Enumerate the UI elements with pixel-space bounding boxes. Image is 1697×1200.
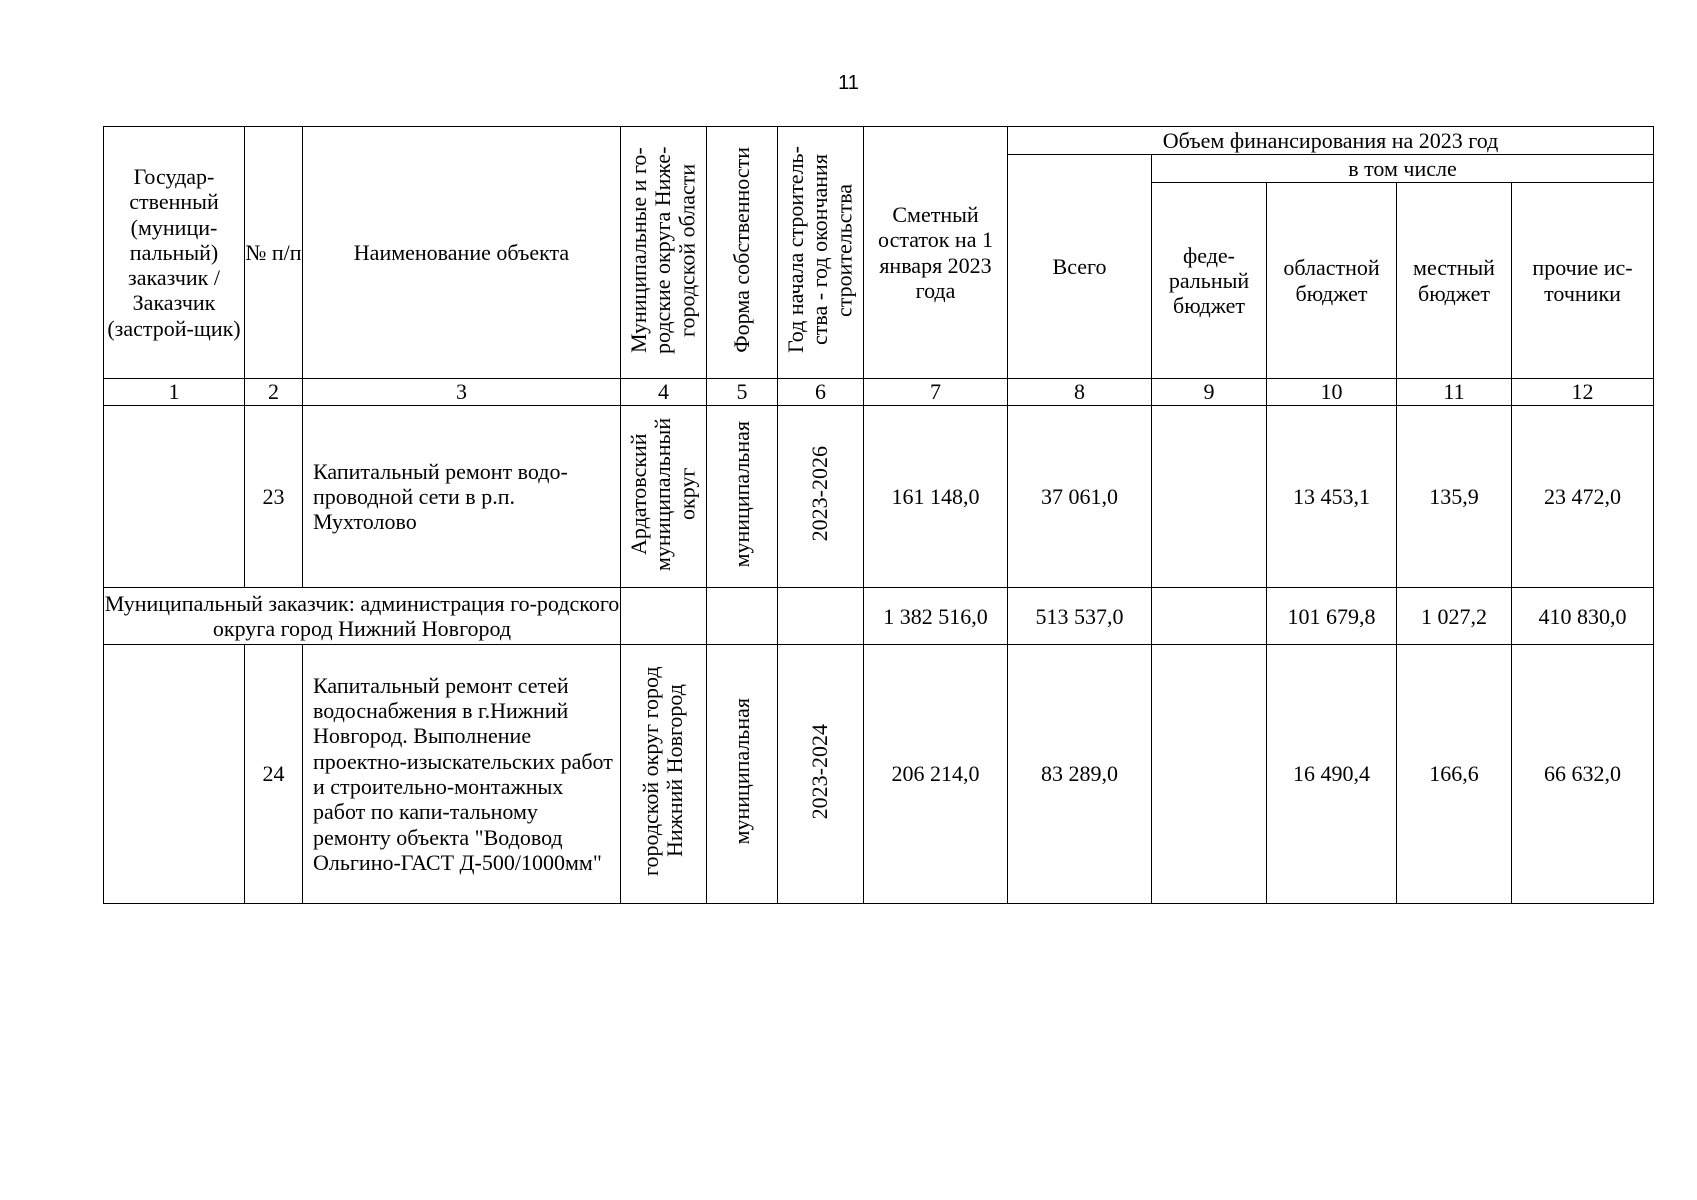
cell-local: 1 027,2	[1397, 588, 1512, 645]
cell-ownership-text: муниципальная	[728, 420, 754, 568]
cell-municipality	[621, 588, 707, 645]
cell-ownership-text: муниципальная	[728, 698, 754, 845]
cell-local: 135,9	[1397, 406, 1512, 588]
cell-years-text: 2023-2026	[807, 446, 833, 542]
cell-other: 66 632,0	[1512, 645, 1654, 903]
header-regional: областной бюджет	[1267, 183, 1397, 379]
column-number: 11	[1397, 379, 1512, 406]
column-number: 12	[1512, 379, 1654, 406]
cell-federal	[1152, 645, 1267, 903]
subtotal-label: Муниципальный заказчик: администрация го-родского округа город Нижний Новгород	[104, 588, 621, 645]
header-municipality	[621, 127, 707, 379]
cell-federal	[1152, 406, 1267, 588]
cell-municipality	[621, 645, 707, 903]
cell-total: 83 289,0	[1008, 645, 1152, 903]
table-row	[104, 406, 1654, 588]
cell-municipality-text: Ардатовский муниципальный округ	[626, 417, 700, 571]
column-number: 9	[1152, 379, 1267, 406]
cell-remaining: 161 148,0	[864, 406, 1008, 588]
cell-regional: 16 490,4	[1267, 645, 1397, 903]
header-ownership	[707, 127, 778, 379]
column-number: 1	[104, 379, 245, 406]
header-object-name: Наименование объекта	[303, 127, 621, 379]
page-number: 11	[838, 72, 859, 94]
header-remaining: Сметный остаток на 1 января 2023 года	[864, 127, 1008, 379]
cell-num: 24	[245, 645, 303, 903]
cell-years	[778, 406, 864, 588]
cell-remaining: 206 214,0	[864, 645, 1008, 903]
column-number: 10	[1267, 379, 1397, 406]
cell-total: 37 061,0	[1008, 406, 1152, 588]
table-row	[104, 645, 1654, 903]
header-customer: Государ-ственный (муници-пальный) заказчик / Заказчик (застрой-щик)	[104, 127, 245, 379]
header-total: Всего	[1008, 155, 1152, 379]
cell-remaining: 1 382 516,0	[864, 588, 1008, 645]
financing-table	[103, 126, 1654, 904]
cell-federal	[1152, 588, 1267, 645]
subtotal-row	[104, 588, 1654, 645]
column-number: 3	[303, 379, 621, 406]
header-years	[778, 127, 864, 379]
header-including: в том числе	[1152, 155, 1654, 183]
header-num: № п/п	[245, 127, 303, 379]
cell-other: 410 830,0	[1512, 588, 1654, 645]
cell-other: 23 472,0	[1512, 406, 1654, 588]
header-other: прочие ис-точники	[1512, 183, 1654, 379]
header-row-1	[104, 127, 1654, 155]
column-number: 4	[621, 379, 707, 406]
cell-regional: 101 679,8	[1267, 588, 1397, 645]
cell-municipality	[621, 406, 707, 588]
cell-ownership	[707, 406, 778, 588]
column-number: 5	[707, 379, 778, 406]
cell-total: 513 537,0	[1008, 588, 1152, 645]
header-years-text: Год начала строитель-ства - год окончания строительства	[783, 146, 857, 354]
cell-object-name: Капитальный ремонт сетей водоснабжения в г.Нижний Новгород. Выполнение проектно-изыскательских работ и строительно-монтажных работ по капи-тальному ремонту объекта "Водовод Ольгино-ГАСТ Д-500/1000мм"	[303, 645, 621, 903]
cell-customer	[104, 406, 245, 588]
header-local: местный бюджет	[1397, 183, 1512, 379]
header-federal: феде-ральный бюджет	[1152, 183, 1267, 379]
column-numbers-row	[104, 379, 1654, 406]
header-financing: Объем финансирования на 2023 год	[1008, 127, 1654, 155]
cell-object-name: Капитальный ремонт водо-проводной сети в р.п. Мухтолово	[303, 406, 621, 588]
cell-regional: 13 453,1	[1267, 406, 1397, 588]
cell-num: 23	[245, 406, 303, 588]
column-number: 7	[864, 379, 1008, 406]
header-ownership-text: Форма собственности	[728, 147, 754, 353]
cell-years-text: 2023-2024	[807, 723, 833, 819]
cell-customer	[104, 645, 245, 903]
cell-years	[778, 645, 864, 903]
column-number: 6	[778, 379, 864, 406]
cell-local: 166,6	[1397, 645, 1512, 903]
cell-years	[778, 588, 864, 645]
column-number: 2	[245, 379, 303, 406]
header-municipality-text: Муниципальные и го-родские округа Ниже-городской области	[626, 146, 700, 354]
cell-ownership	[707, 645, 778, 903]
column-number: 8	[1008, 379, 1152, 406]
cell-ownership	[707, 588, 778, 645]
cell-municipality-text: городской округ город Нижний Новгород	[638, 666, 688, 877]
